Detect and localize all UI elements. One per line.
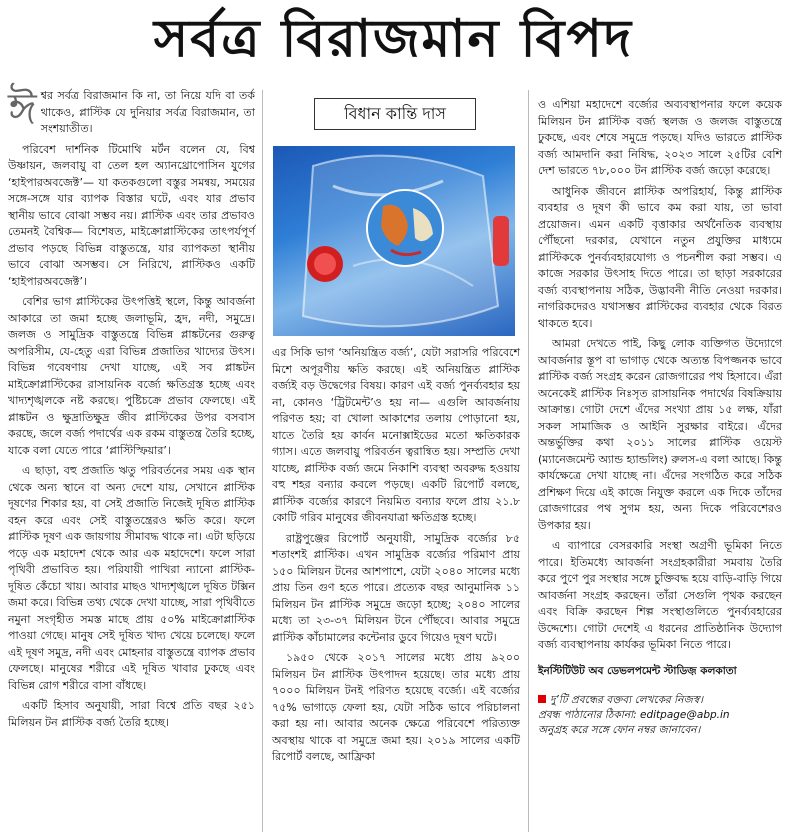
paragraph: ও এশিয়া মহাদেশে বর্জ্যের অব্যবস্থাপনার ফলে কয়েক মিলিয়ন টন প্লাস্টিক বর্জ্য স্থলজ ও জলজ বাস্তুতন্ত্রে ঢুকছে, এবং শেষে সমুদ্রে পড়ছে। যদিও ভারতে প্লাস্টিক বর্জ্য আমদানি করা নিষিদ্ধ, ২০২৩ সালে ২৫টির বেশি দেশ ভারতে ৭৮,০০০ টন প্লাস্টিক বর্জ্য জড়ো করেছে। bbox=[538, 98, 782, 177]
article-column-2 bbox=[272, 345, 520, 770]
headline: সর্বত্র বিরাজমান বিপদ bbox=[153, 8, 634, 69]
paragraph: বেশির ভাগ প্লাস্টিকের উৎপত্তিই স্থলে, কিন্তু আবর্জনা আকারে তা জমা হচ্ছে জলাভূমি, হ্রদ, নদী, সমুদ্রে। জলজ ও সামুদ্রিক বাস্তুতন্ত্রে বিভিন্ন প্লাঙ্কটনের গুরুত্ব অপরিসীম, যে-হেতু এরা বিভিন্ন প্রজাতির খাদ্যের উৎস। বিভিন্ন গবেষণায় দেখা যাচ্ছে, এই সব প্লাঙ্কটন মাইক্রোপ্লাস্টিকের রাসায়নিক বর্জ্যে ক্ষতিগ্রস্ত হচ্ছে এবং খাদ্যশৃঙ্খলকে নষ্ট করছে। পুষ্টিচক্রে প্রভাব ফেলছে। এই প্লাঙ্কটন ও ক্ষুদ্রাতিক্ষুদ্র জীব প্লাস্টিকের উপর বসবাস করছে, জলে বর্জ্য পদার্থের এক রকম বাস্তুতন্ত্র তৈরি হচ্ছে, যাকে বলা যেতে পারে ‘প্লাস্টিস্ফিয়ার’। bbox=[8, 295, 255, 457]
drop-cap: ঈ bbox=[8, 84, 37, 135]
lead-paragraph: ঈশ্বর সর্বত্র বিরাজমান কি না, তা নিয়ে যদি বা তর্ক থাকেও, প্লাস্টিক যে দুনিয়ার সর্বত্র বিরাজমান, তা সংশয়াতীত। bbox=[8, 84, 255, 135]
paragraph: এর সিকি ভাগ ‘অনিয়ন্ত্রিত বর্জ্য’, যেটা সরাসরি পরিবেশে মিশে অপূরণীয় ক্ষতি করছে। এই অনিয়ন্ত্রিত প্লাস্টিক বর্জ্যই বড় উদ্বেগের বিষয়। কারণ এই বর্জ্য পুনর্ব্যবহার হয় না, কোনও ‘ট্রিটমেন্ট’ও হয় না— এগুলি আবর্জনায় পরিণত হয়; বা খোলা আকাশের তলায় পোড়ানো হয়, যাতে তৈরি হয় কার্বন মনোক্সাইডের মতো ক্ষতিকারক গ্যাস। এতে জলবায়ু পরিবর্তন ত্বরান্বিত হয়। সম্প্রতি দেখা যাচ্ছে, প্লাস্টিক বর্জ্য জমে নিকাশি ব্যবস্থা অবরুদ্ধ হওয়ায় বহু শহর বন্যার কবলে পড়ছে। একটি রিপোর্ট বলছে, প্লাস্টিক বর্জ্যের কারণে নিয়মিত বন্যার ফলে প্রায় ২১.৮ কোটি গরিব মানুষের জীবনযাত্রা ক্ষতিগ্রস্ত হচ্ছে। bbox=[272, 346, 520, 524]
paragraph: পরিবেশ দার্শনিক টিমোথি মর্টন বলেন যে, বিশ্ব উষ্ণায়ন, জলবায়ু বা তেল হল অ্যানথ্রোপোসিন যুগের ‘হাইপারঅবজেক্ট’— যা কতকগুলো বস্তুর সমন্বয়, সময়ের সঙ্গে-সঙ্গে যার ব্যাপক বিস্তার ঘটে, এবং যার প্রভাব স্থানীয় ভাবে বোঝা সম্ভব নয়। প্লাস্টিক এবং তার প্রভাবও তেমনই বৈশ্বিক— বিশেষত, মাইক্রোপ্লাস্টিকের তাৎপর্যপূর্ণ প্রভাব পড়ছে বিভিন্ন বাস্তুতন্ত্রে, যার ব্যাপকতা স্থানীয় ভাবে বোঝা অসম্ভব। সে নিরিখে, প্লাস্টিকও একটি ‘হাইপারঅবজেক্ট’। bbox=[8, 142, 255, 288]
disclaimer: দু’টি প্রবন্ধের বক্তব্য লেখকের নিজস্ব। bbox=[550, 693, 703, 706]
submission-address: প্রবন্ধ পাঠানোর ঠিকানা: editpage@abp.in bbox=[538, 708, 730, 721]
column-divider bbox=[262, 90, 263, 832]
column-divider bbox=[528, 90, 529, 832]
author-affiliation: ইনস্টিটিউট অব ডেভলপমেন্ট স্টাডিজ় কলকাতা bbox=[538, 664, 737, 677]
paragraph: এ ব্যাপারে বেসরকারি সংস্থা অগ্রণী ভূমিকা নিতে পারে। ইতিমধ্যে আবর্জনা সংগ্রহকারীরা সমবায় তৈরি করে পুণে পুর সংস্থার সঙ্গে চুক্তিবদ্ধ হয়ে বাড়ি-বাড়ি গিয়ে আবর্জনা সংগ্রহ করছেন। তাঁরা সেগুলি পৃথক করছেন এবং বিক্রি করছেন শিল্প সংস্থাগুলিতে পুনর্ব্যবহারের উদ্দেশ্যে। গোটা দেশেই এ ধরনের প্রাতিষ্ঠানিক উদ্যোগ বর্জ্য ব্যবস্থাপনায় কার্যকর ভূমিকা নিতে পারে। bbox=[538, 539, 782, 651]
article-column-1 bbox=[8, 84, 255, 735]
submission-note: অনুগ্রহ করে সঙ্গে ফোন নম্বর জানাবেন। bbox=[538, 723, 701, 736]
article-column-3 bbox=[538, 97, 782, 738]
byline: বিধান কান্তি দাস bbox=[314, 98, 476, 130]
globe-in-plastic-bag-icon bbox=[273, 146, 515, 336]
paragraph: আমরা দেখতে পাই, কিছু লোক ব্যক্তিগত উদ্যোগে আবর্জনার স্তূপ বা ভাগাড় থেকে অত্যন্ত বিপজ্জনক ভাবে প্লাস্টিক বর্জ্য সংগ্রহ করেন রোজগারের পথ হিসাবে। এঁরা অনেকেই প্লাস্টিক নিঃসৃত রাসায়নিক পদার্থের বিষক্রিয়ায় আক্রান্ত। গোটা দেশে এঁদের সংখ্যা প্রায় ১৫ লক্ষ, যাঁরা সকল সামাজিক ও আইনি সুরক্ষার বাইরে। এঁদের অন্তর্ভুক্তির কথা ২০১১ সালের প্লাস্টিক ওয়েস্ট (ম্যানেজমেন্ট অ্যান্ড হ্যান্ডলিং) রুলস-এ বলা আছে। কিন্তু কার্যক্ষেত্রে দেখা যাচ্ছে না। এঁদের সংগঠিত করে সঠিক প্রশিক্ষণ দিয়ে এই কাজে নিযুক্ত করলে এক দিকে তাঁদের রোজগারের পথ সুগম হয়, অন্য দিকে পরিবেশেরও উপকার হয়। bbox=[538, 337, 782, 532]
paragraph: এ ছাড়া, বহু প্রজাতি ঋতু পরিবর্তনের সময় এক স্থান থেকে অন্য স্থানে বা অন্য দেশে যায়, সেখানে প্লাস্টিক দূষণের শিকার হয়, বা সেই প্রজাতি নিজেই দূষিত প্লাস্টিক বহন করে এবং সেই বাস্তুতন্ত্রেরও ক্ষতি করে। ফলে প্লাস্টিক দূষণ এক জায়গায় সীমাবদ্ধ থাকে না। এটা ছড়িয়ে পড়ে এক মহাদেশ থেকে আর এক মহাদেশে। ফলে সারা পৃথিবী প্রভাবিত হয়। পরিযায়ী পাখিরা ন্যানো প্লাস্টিক-দূষিত কেঁচো খায়। আবার মাছও খাদ্যশৃঙ্খলে দূষিত টক্সিন জমা করে। বিভিন্ন তথ্য থেকে দেখা যাচ্ছে, সারা পৃথিবীতে নমুনা সংগৃহীত সমস্ত মাছে প্রায় ৫০% মাইক্রোপ্লাস্টিক পাওয়া গেছে। মানুষ সেই দূষিত খাদ্য খেয়ে চলেছে। ফলে এই দূষণ সমুদ্র, নদী এবং মোহনার বাস্তুতন্ত্রে ব্যাপক প্রভাব ফেলছে। মানুষের শরীরে এই দূষিত খাবার ঢুকছে এবং বিভিন্ন রোগ শরীরে বাসা বাঁধছে। bbox=[8, 464, 255, 692]
paragraph: রাষ্ট্রপুঞ্জের রিপোর্ট অনুযায়ী, সামুদ্রিক বর্জ্যের ৮৫ শতাংশই প্লাস্টিক। এখন সামুদ্রিক বর্জ্যের পরিমাণ প্রায় ১৫০ মিলিয়ন টনের আশপাশে, যেটা ২০৪০ সালের মধ্যে প্রায় তিন গুণ হতে পারে। প্রত্যেক বছর আনুমানিক ১১ মিলিয়ন টন প্লাস্টিক সমুদ্রে জড়ো হচ্ছে; ২০৪০ সালের মধ্যে তা ২৩-৩৭ মিলিয়ন টনে পৌঁছবে। আবার সমুদ্রে প্লাস্টিক কাঁচামালের কন্টেনার ডুবে গিয়েও দূষণ ঘটে। bbox=[272, 531, 520, 644]
red-square-icon bbox=[538, 695, 546, 703]
paragraph: ১৯৫০ থেকে ২০১৭ সালের মধ্যে প্রায় ৯২০০ মিলিয়ন টন প্লাস্টিক উৎপাদন হয়েছে। তার মধ্যে প্রায় ৭০০০ মিলিয়ন টনই পরিণত হয়েছে বর্জ্যে। এই বর্জ্যের ৭৫% ভাগাড়ে ফেলা হয়, যেটা সঠিক ভাবে পরিচালনা করা হয় না। আবার অনেক ক্ষেত্রে পরিবেশে পরিত্যক্ত অবস্থায় থাকে বা সমুদ্রে জমা হয়। ২০১৯ সালের একটি রিপোর্ট বলছে, আফ্রিকা bbox=[272, 651, 520, 763]
article-footer bbox=[538, 664, 782, 738]
paragraph: আধুনিক জীবনে প্লাস্টিক অপরিহার্য, কিন্তু প্লাস্টিক ব্যবহার ও দূষণ কী ভাবে কম করা যায়, তা ভাবা প্রয়োজন। এমন একটি বৃত্তাকার অর্থনৈতিক ব্যবস্থায় পৌঁছনো দরকার, যেখানে নতুন প্রযুক্তির মাধ্যমে প্লাস্টিককে পুনর্ব্যবহারযোগ্য ও পচনশীল করা সম্ভব। এ কাজে সরকার উৎসাহ দিতে পারে। তা ছাড়া সরকারের বর্জ্য ব্যবস্থাপনায় সঠিক, উদ্ভাবনী নীতি নেওয়া দরকার। নাগরিকদেরও যথাসম্ভব প্লাস্টিকের ব্যবহার থেকে বিরত থাকতে হবে। bbox=[538, 184, 782, 330]
paragraph: একটি হিসাব অনুযায়ী, সারা বিশ্বে প্রতি বছর ২৫১ মিলিয়ন টন প্লাস্টিক বর্জ্য তৈরি হচ্ছে। bbox=[8, 699, 255, 729]
article-photo bbox=[273, 146, 515, 336]
